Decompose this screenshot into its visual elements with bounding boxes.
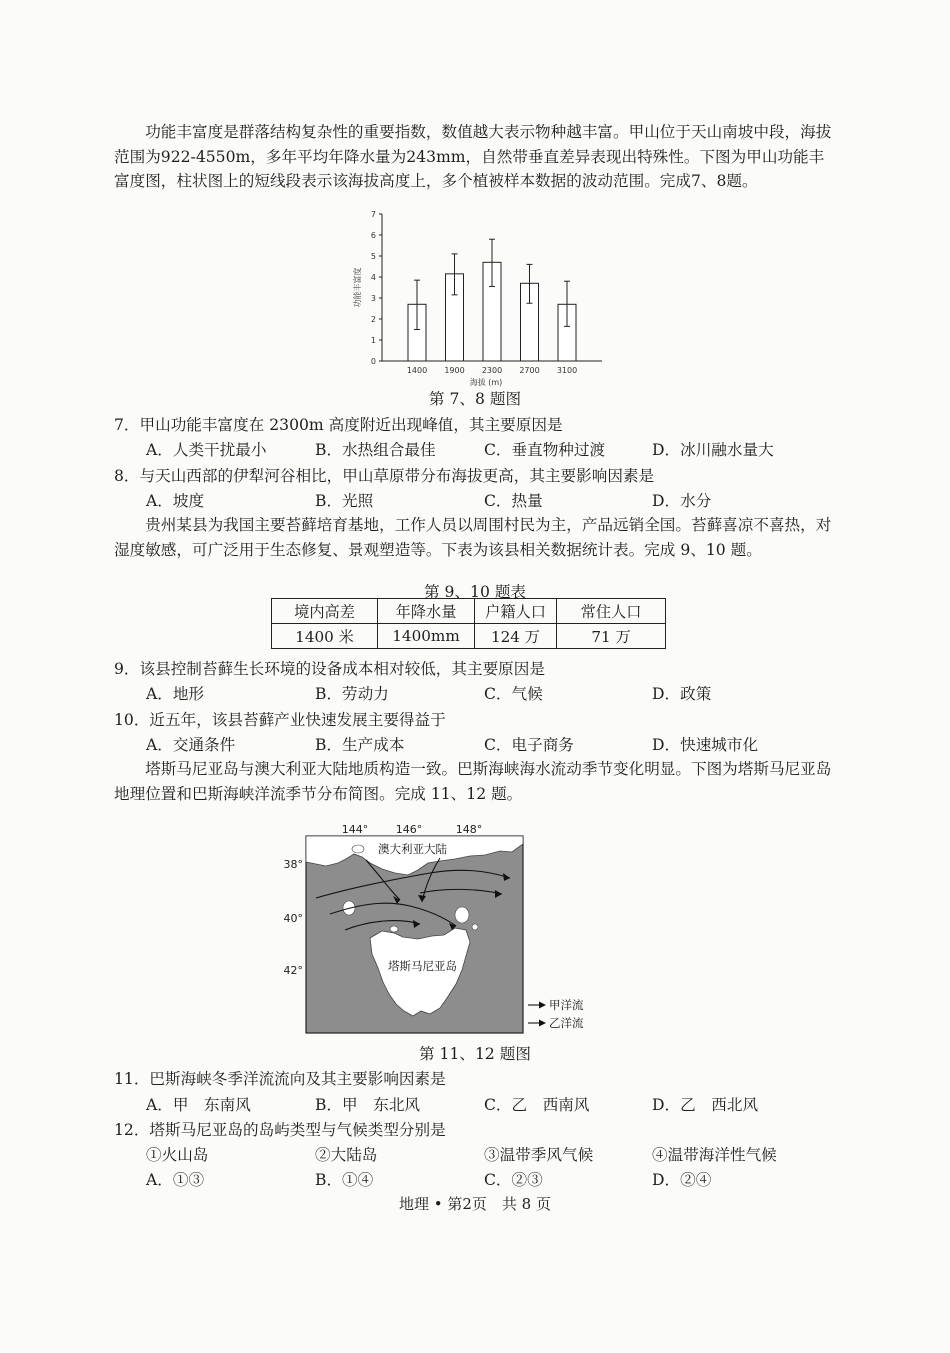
q12-statement-4: ④温带海洋性气候 [652,1146,777,1164]
latitude-label: 38° [283,858,303,871]
q10-option-a[interactable]: A．交通条件 [146,736,236,754]
q12-option-d[interactable]: D．②④ [652,1171,712,1189]
y-tick-label: 5 [370,252,376,261]
y-tick-label: 1 [370,336,376,345]
q7-option-c[interactable]: C．垂直物种过渡 [484,441,606,459]
latitude-label: 42° [283,964,303,977]
y-tick-label: 6 [370,231,376,240]
longitude-label: 146° [395,823,423,836]
table-cell: 71 万 [557,624,666,649]
q12-statement-3: ③温带季风气候 [484,1146,594,1164]
small-island [352,845,364,853]
question-12-stem: 12．塔斯马尼亚岛的岛屿类型与气候类型分别是 [114,1121,446,1139]
x-tick-label: 3100 [556,366,578,375]
y-tick-label: 4 [370,273,376,282]
x-tick-label: 2300 [481,366,503,375]
bass-strait-map [270,818,600,1036]
q10-option-b[interactable]: B．生产成本 [315,736,405,754]
q10-option-c[interactable]: C．电子商务 [484,736,574,754]
intro-paragraph-1: 功能丰富度是群落结构复杂性的重要指数，数值越大表示物种越丰富。甲山位于天山南坡中段，海拔范围为922-4550m，多年平均年降水量为243mm，自然带垂直差异表现出特殊性。下图为甲山功能丰富度图，柱状图上的短线段表示该海拔高度上，多个植被样本数据的波动范围。完成7、8题。 [114,123,832,190]
small-island [390,926,398,932]
table-header-cell: 户籍人口 [475,599,557,624]
q12-option-b[interactable]: B．①④ [315,1171,374,1189]
question-11-stem: 11．巴斯海峡冬季洋流流向及其主要影响因素是 [114,1070,446,1088]
q11-option-d[interactable]: D．乙 西北风 [652,1096,759,1114]
q9-option-d[interactable]: D．政策 [652,685,712,703]
q10-option-d[interactable]: D．快速城市化 [652,736,759,754]
y-axis-label: 功能丰富度 [353,267,362,308]
q11-option-b[interactable]: B．甲 东北风 [315,1096,421,1114]
mainland-label: 澳大利亚大陆 [378,842,447,856]
q12-option-a[interactable]: A．①③ [146,1171,205,1189]
q7-option-d[interactable]: D．冰川融水量大 [652,441,774,459]
x-tick-label: 1900 [444,366,465,375]
y-tick-label: 2 [370,315,376,324]
longitude-label: 148° [455,823,483,836]
legend-label-a: 甲洋流 [549,998,584,1012]
q9-option-b[interactable]: B．劳动力 [315,685,389,703]
table-cell: 1400 米 [272,624,378,649]
question-8-stem: 8．与天山西部的伊犁河谷相比，甲山草原带分布海拔更高，其主要影响因素是 [114,467,655,485]
table-header-cell: 境内高差 [272,599,378,624]
q8-option-c[interactable]: C．热量 [484,492,543,510]
y-tick-label: 3 [370,294,376,303]
intro-paragraph-2: 贵州某县为我国主要苔藓培育基地，工作人员以周围村民为主，产品远销全国。苔藓喜凉不喜热，对湿度敏感，可广泛用于生态修复、景观塑造等。下表为该县相关数据统计表。完成 9、10 题。 [114,516,832,559]
q12-statement-1: ①火山岛 [146,1146,209,1164]
small-island [472,924,478,930]
q9-option-a[interactable]: A．地形 [146,685,205,703]
q8-option-a[interactable]: A．坡度 [146,492,205,510]
q8-option-b[interactable]: B．光照 [315,492,374,510]
q11-option-c[interactable]: C．乙 西南风 [484,1096,590,1114]
intro-paragraph-3: 塔斯马尼亚岛与澳大利亚大陆地质构造一致。巴斯海峡海水流动季节变化明显。下图为塔斯马尼亚岛地理位置和巴斯海峡洋流季节分布简图。完成 11、12 题。 [114,760,832,803]
x-tick-label: 1400 [406,366,428,375]
x-axis-label: 海拔 (m) [469,378,503,387]
table-header-cell: 年降水量 [378,599,475,624]
latitude-label: 40° [283,912,303,925]
island-label: 塔斯马尼亚岛 [388,959,457,973]
flinders-island [455,907,469,923]
x-tick-label: 2700 [519,366,540,375]
figure-caption-7-8: 第 7、8 题图 [428,390,522,408]
arrow-head [539,1002,546,1009]
arrow-head [539,1020,546,1027]
table-caption-9-10: 第 9、10 题表 [423,583,527,601]
page-footer: 地理 • 第2页 共 8 页 [398,1195,551,1213]
table-row [272,624,666,649]
q12-option-c[interactable]: C．②③ [484,1171,543,1189]
q7-option-b[interactable]: B．水热组合最佳 [315,441,436,459]
figure-caption-11-12: 第 11、12 题图 [419,1045,531,1063]
table-header-row [272,599,666,624]
table-cell: 1400mm [378,624,475,649]
county-data-table [271,598,666,649]
table-cell: 124 万 [475,624,557,649]
question-10-stem: 10．近五年，该县苔藓产业快速发展主要得益于 [114,711,446,729]
table-header-cell: 常住人口 [557,599,666,624]
q9-option-c[interactable]: C．气候 [484,685,543,703]
legend-label-b: 乙洋流 [549,1016,584,1030]
q12-statement-2: ②大陆岛 [315,1146,378,1164]
question-9-stem: 9．该县控制苔藓生长环境的设备成本相对较低，其主要原因是 [114,660,545,678]
y-tick-label: 0 [370,357,376,366]
y-tick-label: 7 [370,210,376,219]
q7-option-a[interactable]: A．人类干扰最小 [146,441,267,459]
q8-option-d[interactable]: D．水分 [652,492,712,510]
q11-option-a[interactable]: A．甲 东南风 [146,1096,251,1114]
question-7-stem: 7．甲山功能丰富度在 2300m 高度附近出现峰值，其主要原因是 [114,416,563,434]
functional-richness-chart [340,205,610,390]
longitude-label: 144° [341,823,369,836]
